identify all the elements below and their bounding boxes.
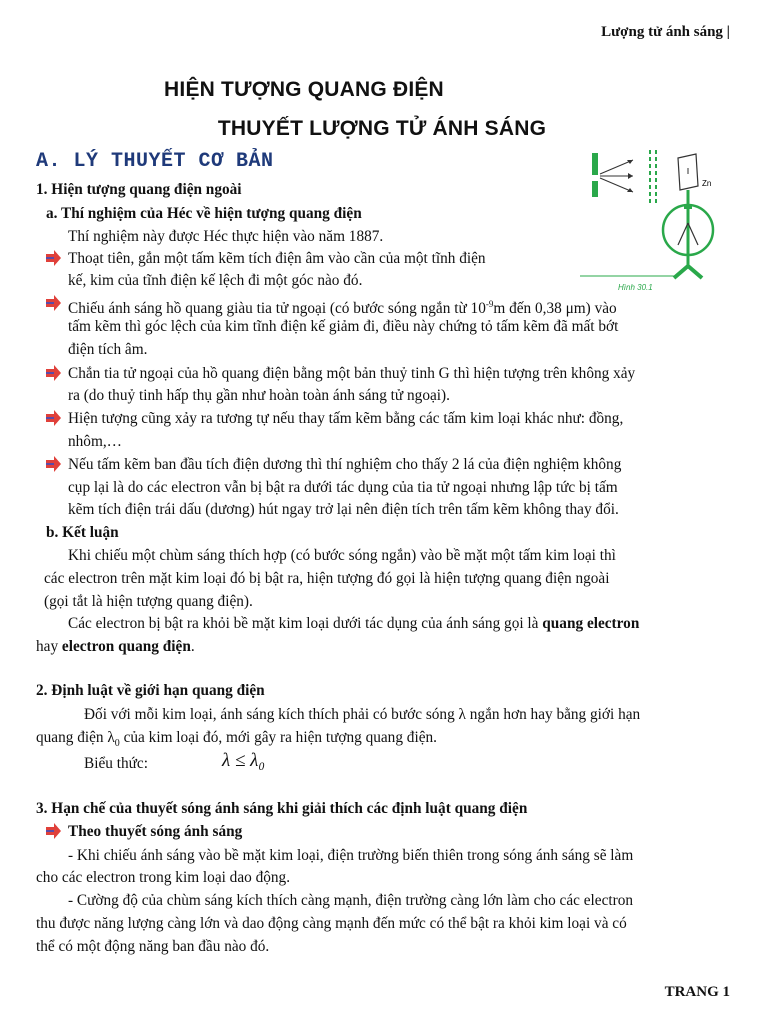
section-3-heading: 3. Hạn chế của thuyết sóng ánh sáng khi giải thích các định luật quang điện (36, 800, 528, 817)
bullet-5-line-3: kẽm tích điện trái dấu (dương) hút ngay trở lại nên điện tích trên tấm kẽm không thay đổi. (68, 501, 619, 518)
conclusion-p1-line-2: các electron trên mặt kim loại đó bị bật ra, hiện tượng đó gọi là hiện tượng quang điện ngoài (44, 570, 610, 587)
section-3-p1-line-1: - Khi chiếu ánh sáng vào bề mặt kim loại, điện trường biến thiên trong sóng ánh sáng sẽ làm (68, 847, 634, 864)
section-1-heading: 1. Hiện tượng quang điện ngoài (36, 181, 242, 198)
bullet-3-line-1: Chắn tia tử ngoại của hồ quang điện bằng một bản thuỷ tinh G thì hiện tượng trên không xảy (68, 365, 636, 382)
bullet-4-line-1: Hiện tượng cũng xảy ra tương tự nếu thay tấm kẽm bằng các tấm kim loại khác như: đồng, (68, 410, 624, 427)
bullet-2-line-3: điện tích âm. (68, 341, 148, 358)
title-line-1: HIỆN TƯỢNG QUANG ĐIỆN (164, 78, 444, 101)
formula-label: Biểu thức: (84, 755, 148, 772)
conclusion-p2-line-1: Các electron bị bật ra khỏi bề mặt kim loại dưới tác dụng của ánh sáng gọi là quang electron (68, 615, 640, 632)
bullet-arrow-icon (44, 455, 62, 473)
bullet-5-line-1: Nếu tấm kẽm ban đầu tích điện dương thì thí nghiệm cho thấy 2 lá của điện nghiệm không (68, 456, 622, 473)
figure-caption: Hình 30.1 (618, 283, 653, 292)
zn-label: Zn (702, 179, 712, 188)
page-number: TRANG 1 (664, 984, 730, 1000)
bullet-5-line-2: cụp lại là do các electron vẫn bị bật ra dưới tác dụng của tia tử ngoại nhưng lập tức bị tấm (68, 479, 618, 496)
bullet-4-line-2: nhôm,… (68, 433, 122, 450)
bullet-arrow-icon (44, 294, 62, 312)
bullet-1-line-1: Thoạt tiên, gắn một tấm kẽm tích điện âm vào cần của một tĩnh điện (68, 250, 486, 267)
section-2-p-line-2: quang điện $\lambda_0$ của kim loại đó, mới gây ra hiện tượng quang điện. (36, 729, 437, 750)
section-a-heading: A. LÝ THUYẾT CƠ BẢN (36, 150, 274, 173)
bullet-1-line-2: kế, kim của tĩnh điện kế lệch đi một góc nào đó. (68, 272, 363, 289)
section-3-p1-line-2: cho các electron trong kim loại dao động. (36, 869, 291, 886)
bullet-3-line-2: ra (do thuỷ tinh hấp thụ gần như hoàn toàn ánh sáng tử ngoại). (68, 387, 450, 404)
section-2-p-line-1: Đối với mỗi kim loại, ánh sáng kích thích phải có bước sóng λ ngắn hơn hay bằng giới hạn (84, 706, 641, 723)
bullet-2-line-1: Chiếu ánh sáng hồ quang giàu tia tử ngoại (có bước sóng ngắn từ $10^{-9}m$ đến 0,38 μm) vào (68, 299, 617, 318)
running-header: Lượng tử ánh sáng | (601, 24, 730, 40)
conclusion-p2-line-2: hay electron quang điện. (36, 638, 195, 655)
section-1a-heading: a. Thí nghiệm của Héc về hiện tượng quang điện (46, 205, 362, 222)
title-line-2: THUYẾT LƯỢNG TỬ ÁNH SÁNG (217, 117, 547, 140)
section-2-heading: 2. Định luật về giới hạn quang điện (36, 682, 265, 699)
section-3-p2-line-2: thu được năng lượng càng lớn và dao động càng mạnh đến mức có thể bật ra khỏi kim loại và có (36, 915, 627, 932)
formula: λ ≤ λ₀ (222, 750, 265, 771)
bullet-arrow-icon (44, 364, 62, 382)
conclusion-p1-line-3: (gọi tắt là hiện tượng quang điện). (44, 593, 253, 610)
section-1b-heading: b. Kết luận (46, 524, 119, 541)
section-3-subheading: Theo thuyết sóng ánh sáng (68, 823, 243, 840)
section-3-p2-line-3: thể có một động năng ban đầu nào đó. (36, 938, 270, 955)
conclusion-p1-line-1: Khi chiếu một chùm sáng thích hợp (có bước sóng ngắn) vào bề mặt một tấm kim loại thì (68, 547, 616, 564)
bullet-arrow-icon (44, 822, 62, 840)
section-1a-intro: Thí nghiệm này được Héc thực hiện vào năm 1887. (68, 228, 384, 245)
experiment-figure (578, 148, 738, 293)
bullet-arrow-icon (44, 409, 62, 427)
bullet-2-line-2: tấm kẽm thì góc lệch của kim tĩnh điện kế giảm đi, điều này chứng tỏ tấm kẽm đã mất bớt (68, 318, 619, 335)
section-3-p2-line-1: - Cường độ của chùm sáng kích thích càng mạnh, điện trường càng lớn làm cho các electron (68, 892, 634, 909)
bullet-arrow-icon (44, 249, 62, 267)
